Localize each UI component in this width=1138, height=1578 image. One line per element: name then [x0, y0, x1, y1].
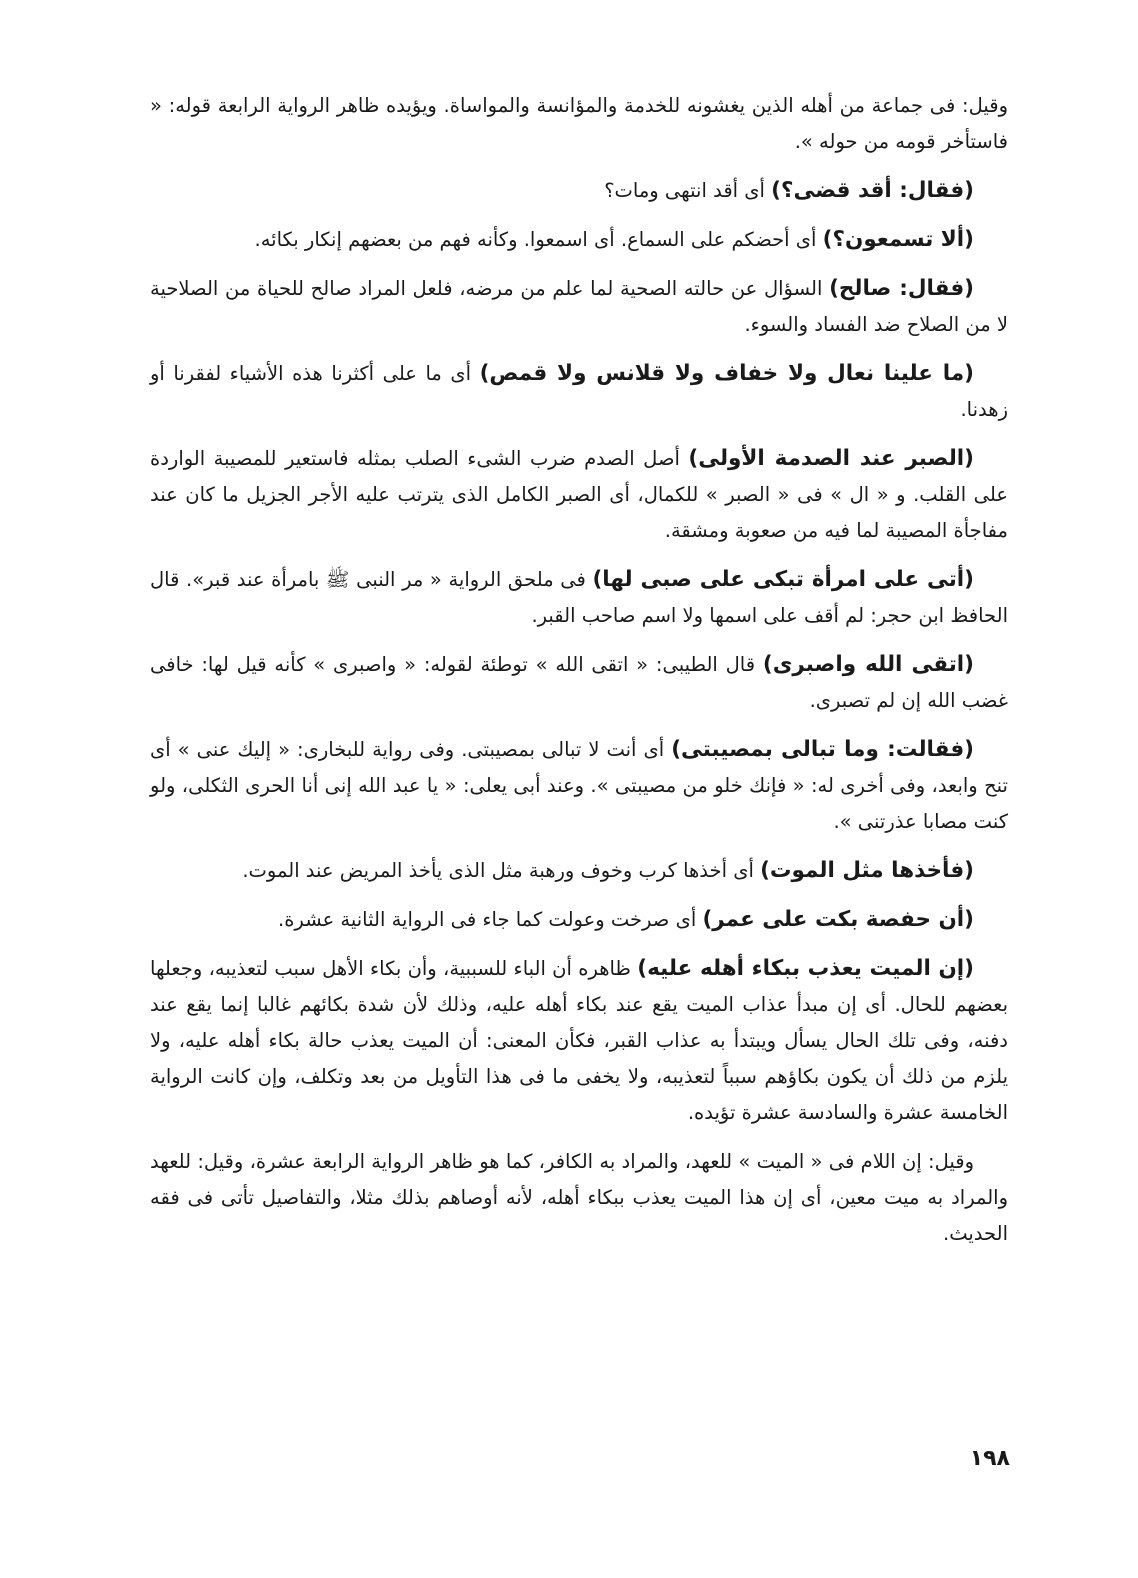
paragraph-hafsa: [150, 902, 1008, 938]
paragraph-aqad-qada: [150, 173, 1008, 209]
paragraph-text: أى أخذها كرب وخوف ورهبة مثل الذى يأخذ المريض عند الموت.: [242, 859, 754, 882]
quoted-phrase: (أن حفصة بكت على عمر): [702, 907, 974, 932]
paragraph-text: فى ملحق الرواية « مر النبى ﷺ بامرأة عند قبر». قال الحافظ ابن حجر: لم أقف على اسمها ولا اسم صاحب القبر.: [150, 568, 1008, 627]
quoted-phrase: (فقال: صالح): [829, 276, 974, 301]
paragraph-qeel-allam: [150, 1144, 1008, 1252]
paragraph-text: السؤال عن حالته الصحية لما علم من مرضه، فلعل المراد صالح للحياة من الصلاحية لا من الصلاح ضد الفساد والسوء.: [150, 277, 1008, 336]
paragraph-text: أى أحضكم على السماع. أى اسمعوا. وكأنه فهم من بعضهم إنكار بكائه.: [254, 228, 817, 251]
commentary-page: [150, 88, 1008, 1265]
paragraph-text: أى أنت لا تبالى بمصيبتى. وفى رواية للبخارى: « إليك عنى » أى تنح وابعد، وفى أخرى له: « فإنك خلو من مصيبتى ». وعند أبى يعلى: « يا عبد الله إنى أنا الحرى الثكلى، ولو كنت مصابا عذرتنى ».: [150, 738, 1008, 833]
paragraph-ittaqi: [150, 647, 1008, 719]
paragraph-text: أى أقد انتهى ومات؟: [604, 179, 765, 202]
quoted-phrase: (ما علينا نعال ولا خفاف ولا قلانس ولا قمص): [479, 361, 974, 386]
paragraph-tubali: [150, 732, 1008, 840]
quoted-phrase: (اتقى الله واصبرى): [762, 652, 974, 677]
quoted-phrase: (فقال: أقد قضى؟): [771, 178, 974, 203]
paragraph-sabr: [150, 441, 1008, 549]
paragraph-mayyit-yuadhab: [150, 951, 1008, 1131]
paragraph-ala-tasmaoon: [150, 222, 1008, 258]
paragraph-intro: [150, 88, 1008, 160]
paragraph-text: ظاهره أن الباء للسببية، وأن بكاء الأهل سبب لتعذيبه، وجعلها بعضهم للحال. أى إن مبدأ عذاب الميت يقع عند بكاء أهله عليه، وذلك لأن شدة بكائهم غالبا إنما يقع عند دفنه، وفى تلك الحال يسأل ويبتدأ به عذاب القبر، فكأن المعنى: أن الميت يعذب حالة بكاء أهله عليه، ولا يلزم من ذلك أن يكون بكاؤهم سبباً لتعذيبه، ولا يخفى ما فى هذا التأويل من بعد وتكلف، وإن كانت الرواية الخامسة عشرة والسادسة عشرة تؤيده.: [150, 957, 1008, 1124]
paragraph-nial-khifaf: [150, 356, 1008, 428]
paragraph-text: أى ما على أكثرنا هذه الأشياء لفقرنا أو زهدنا.: [150, 362, 1008, 421]
quoted-phrase: (فقالت: وما تبالى بمصيبتى): [671, 737, 975, 762]
quoted-phrase: (فأخذها مثل الموت): [760, 858, 974, 883]
quoted-phrase: (أتى على امرأة تبكى على صبى لها): [592, 567, 974, 592]
paragraph-text: أى صرخت وعولت كما جاء فى الرواية الثانية عشرة.: [278, 908, 697, 931]
quoted-phrase: (إن الميت يعذب ببكاء أهله عليه): [637, 956, 974, 981]
paragraph-text: وقيل: فى جماعة من أهله الذين يغشونه للخدمة والمؤانسة والمواساة. ويؤيده ظاهر الرواية الرابعة قوله: « فاستأخر قومه من حوله ».: [150, 94, 1008, 153]
paragraph-saleh: [150, 271, 1008, 343]
paragraph-text: أصل الصدم ضرب الشىء الصلب بمثله فاستعير للمصيبة الواردة على القلب. و « ال » فى « الصبر » للكمال، أى الصبر الكامل الذى يترتب عليه الأجر الجزيل ما كان عند مفاجأة المصيبة لما فيه من صعوبة ومشقة.: [150, 447, 1008, 542]
quoted-phrase: (ألا تسمعون؟): [822, 227, 974, 252]
paragraph-imraa: [150, 562, 1008, 634]
paragraph-akhadhaha: [150, 853, 1008, 889]
paragraph-text: قال الطيبى: « اتقى الله » توطئة لقوله: « واصبرى » كأنه قيل لها: خافى غضب الله إن لم تصبرى.: [150, 653, 1008, 712]
paragraph-text: وقيل: إن اللام فى « الميت » للعهد، والمراد به الكافر، كما هو ظاهر الرواية الرابعة عشرة، وقيل: للعهد والمراد به ميت معين، أى إن هذا الميت يعذب ببكاء أهله، لأنه أوصاهم بذلك مثلا، والتفاصيل تأتى فى فقه الحديث.: [150, 1150, 1008, 1245]
page-number: ١٩٨: [969, 1446, 1010, 1471]
quoted-phrase: (الصبر عند الصدمة الأولى): [688, 446, 974, 471]
